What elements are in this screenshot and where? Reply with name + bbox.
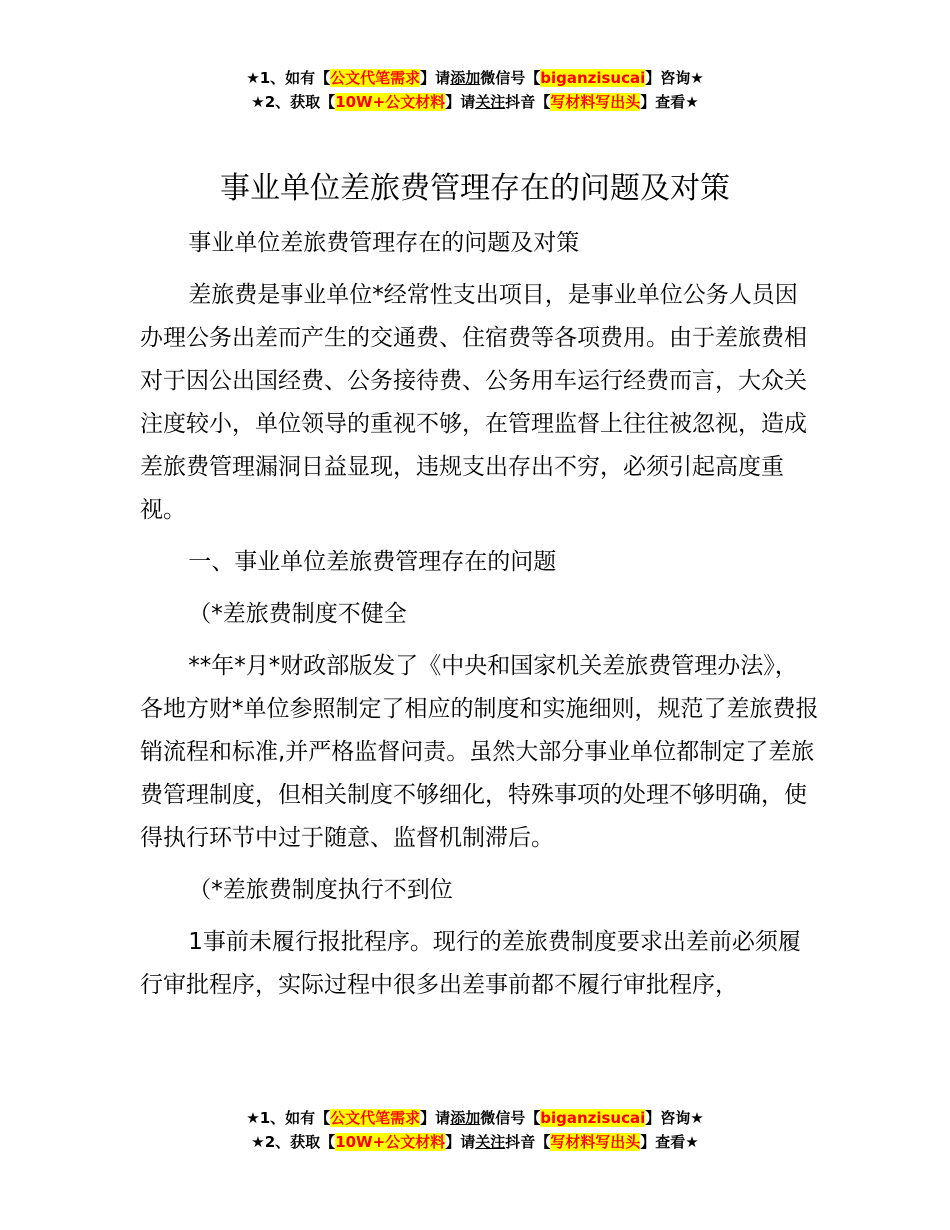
banner-emphasis: 关注 [475,93,506,111]
highlight-materials-label: 10W+公文材料 [335,93,446,111]
banner-text: 】咨询★ [645,1109,704,1127]
footer-banner-line-2 [0,1130,950,1154]
banner-text: 微信号【 [480,1109,541,1127]
banner-text: 微信号【 [480,69,541,87]
document-title: 事业单位差旅费管理存在的问题及对策 [220,171,730,206]
document-body [140,222,820,1016]
highlight-douyin-account: 写材料写出头 [550,93,641,111]
highlight-service-label: 公文代笔需求 [330,69,421,87]
banner-text: 】查看★ [640,93,699,111]
header-banner [0,66,950,114]
banner-text: 抖音【 [505,1133,551,1151]
banner-emphasis: 添加 [450,1109,481,1127]
banner-text: 抖音【 [505,93,551,111]
highlight-service-label: 公文代笔需求 [330,1109,421,1127]
highlight-wechat-id: biganzisucai [540,1109,646,1127]
banner-text: 】请 [420,69,451,87]
header-banner-line-1 [0,66,950,90]
banner-emphasis: 关注 [475,1133,506,1151]
footer-banner [0,1106,950,1154]
banner-text: 】查看★ [640,1133,699,1151]
banner-text: ★2、获取【 [251,93,336,111]
banner-text: 】请 [445,93,476,111]
banner-text: ★1、如有【 [246,1109,331,1127]
section-heading: 一、事业单位差旅费管理存在的问题 [188,549,557,575]
banner-text: 】咨询★ [645,69,704,87]
highlight-materials-label: 10W+公文材料 [335,1133,446,1151]
body-paragraph: 差旅费是事业单位*经常性支出项目，是事业单位公务人员因办理公务出差而产生的交通费、住宿费等各项费用。由于差旅费相对于因公出国经费、公务接待费、公务用车运行经费而言，大众关注度较小，单位领导的重视不够，在管理监督上往往被忽视，造成差旅费管理漏洞日益显现，违规支出存出不穷，必须引起高度重视。 [140,282,807,523]
subtitle-paragraph: 事业单位差旅费管理存在的问题及对策 [188,230,580,256]
banner-emphasis: 添加 [450,69,481,87]
banner-text: ★2、获取【 [251,1133,336,1151]
banner-text: ★1、如有【 [246,69,331,87]
subsection-heading: （*差旅费制度执行不到位 [188,877,453,903]
subsection-heading: （*差旅费制度不健全 [188,601,407,627]
header-banner-line-2 [0,90,950,114]
banner-text: 】请 [420,1109,451,1127]
highlight-douyin-account: 写材料写出头 [550,1133,641,1151]
banner-text: 】请 [445,1133,476,1151]
body-paragraph: 1事前未履行报批程序。现行的差旅费制度要求出差前必须履行审批程序，实际过程中很多出差事前都不履行审批程序， [140,929,801,998]
body-paragraph: **年*月*财政部版发了《中央和国家机关差旅费管理办法》，各地方财*单位参照制定了相应的制度和实施细则，规范了差旅费报销流程和标准,并严格监督问责。虽然大部分事业单位都制定了差旅费管理制度，但相关制度不够细化，特殊事项的处理不够明确，使得执行环节中过于随意、监督机制滞后。 [140,653,819,851]
highlight-wechat-id: biganzisucai [540,69,646,87]
footer-banner-line-1 [0,1106,950,1130]
